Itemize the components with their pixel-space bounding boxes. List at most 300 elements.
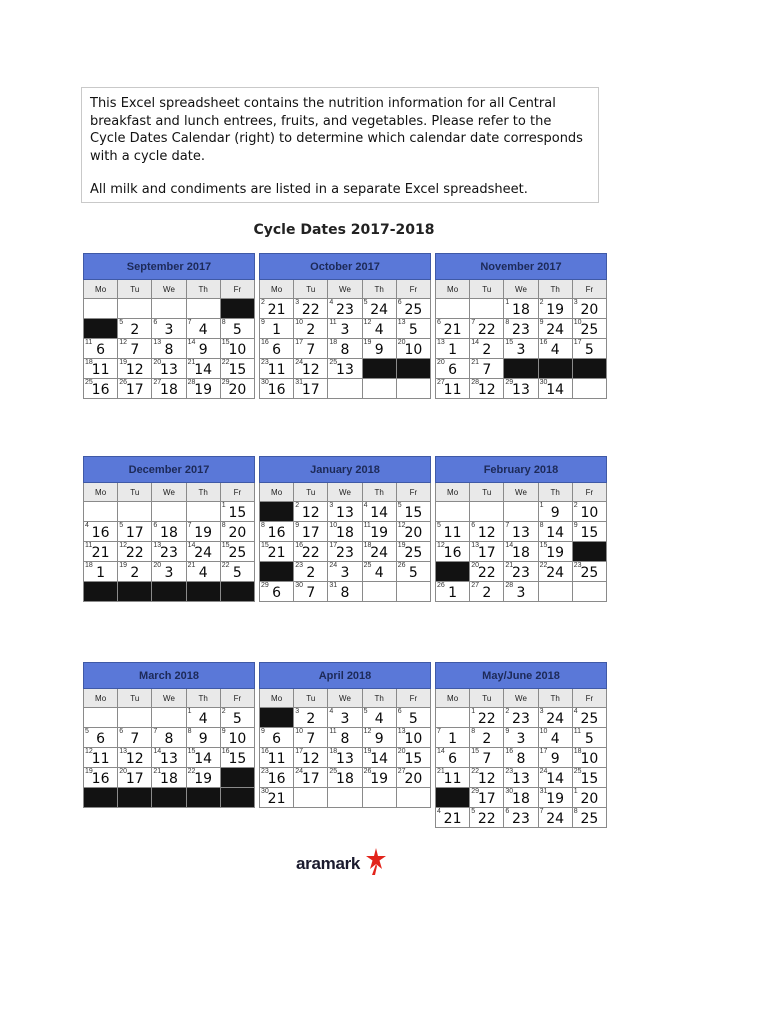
day-cell	[328, 542, 362, 562]
day-cell	[504, 788, 538, 808]
week-row	[84, 339, 255, 359]
day-cell	[396, 502, 430, 522]
weekday-header: Fr	[572, 280, 606, 299]
cycle-day-number: 8	[164, 731, 174, 747]
calendar-date: 7	[153, 728, 158, 735]
empty-day-cell	[470, 299, 504, 319]
empty-day-cell	[362, 582, 396, 602]
week-row	[84, 359, 255, 379]
cycle-day-number: 16	[267, 525, 286, 541]
month-calendar	[83, 253, 255, 399]
calendar-date: 20	[153, 359, 162, 366]
calendar-date: 2	[505, 708, 510, 715]
day-cell	[436, 748, 470, 768]
weekday-header: We	[328, 483, 362, 502]
calendar-date: 11	[573, 728, 582, 735]
cycle-day-number: 17	[477, 791, 496, 807]
no-school-day	[436, 562, 470, 582]
day-cell	[294, 748, 328, 768]
cycle-day-number: 13	[336, 362, 354, 378]
calendar-date: 3	[329, 502, 334, 509]
cycle-day-number: 5	[232, 711, 242, 727]
cycle-day-number: 24	[370, 302, 389, 318]
day-cell	[152, 542, 186, 562]
day-cell	[186, 542, 220, 562]
calendar-date: 9	[295, 522, 300, 529]
day-cell	[260, 542, 294, 562]
day-cell	[220, 319, 254, 339]
calendar-date: 1	[187, 708, 192, 715]
no-school-day	[152, 582, 186, 602]
cycle-day-number: 18	[512, 302, 530, 318]
weekday-header: Mo	[84, 689, 118, 708]
day-cell	[470, 748, 504, 768]
cycle-day-number: 23	[336, 302, 354, 318]
calendar-date: 21	[153, 768, 162, 775]
calendar-date: 13	[437, 339, 445, 346]
empty-day-cell	[186, 502, 220, 522]
calendar-date: 27	[397, 768, 406, 775]
cycle-day-number: 14	[194, 751, 213, 767]
no-school-day	[84, 319, 118, 339]
day-cell	[84, 768, 118, 788]
day-cell	[504, 379, 538, 399]
day-cell	[294, 728, 328, 748]
cycle-day-number: 6	[96, 342, 106, 358]
calendar-date: 13	[397, 728, 406, 735]
no-school-day	[84, 582, 118, 602]
day-cell	[396, 562, 430, 582]
calendar-date: 18	[329, 339, 338, 346]
week-row	[260, 379, 431, 399]
calendar-date: 11	[85, 542, 93, 549]
cycle-day-number: 10	[580, 505, 599, 521]
cycle-day-number: 14	[370, 751, 389, 767]
day-cell	[220, 748, 254, 768]
weekday-header: Tu	[470, 483, 504, 502]
day-cell	[396, 299, 430, 319]
cycle-day-number: 7	[130, 731, 140, 747]
calendar-date: 13	[397, 319, 406, 326]
calendar-date: 8	[221, 319, 226, 326]
weekday-header: Mo	[84, 483, 118, 502]
calendar-date: 7	[505, 522, 510, 529]
day-cell	[504, 808, 538, 828]
no-school-day	[118, 582, 152, 602]
weekday-header: We	[152, 483, 186, 502]
calendar-date: 5	[363, 708, 368, 715]
weekday-header: We	[328, 280, 362, 299]
cycle-day-number: 4	[198, 565, 208, 581]
week-row	[260, 788, 431, 808]
calendar-date: 14	[471, 339, 479, 346]
calendar-date: 22	[221, 562, 230, 569]
week-row	[260, 728, 431, 748]
week-row	[84, 708, 255, 728]
calendar-date: 8	[471, 728, 476, 735]
day-cell	[152, 379, 186, 399]
empty-day-cell	[436, 502, 470, 522]
no-school-day	[538, 359, 572, 379]
no-school-day	[504, 359, 538, 379]
calendar-date: 18	[85, 562, 93, 569]
no-school-day	[260, 502, 294, 522]
cycle-day-number: 8	[164, 342, 174, 358]
cycle-day-number: 9	[374, 342, 384, 358]
calendar-date: 15	[261, 542, 269, 549]
cycle-day-number: 2	[306, 322, 316, 338]
cycle-day-number: 17	[301, 382, 320, 398]
week-row	[84, 582, 255, 602]
day-cell	[118, 748, 152, 768]
month-title: November 2017	[436, 254, 607, 280]
weekday-header: Mo	[260, 689, 294, 708]
week-row	[436, 339, 607, 359]
cycle-day-number: 20	[404, 771, 423, 787]
weekday-header: Th	[186, 483, 220, 502]
calendar-date: 2	[539, 299, 544, 306]
calendar-date: 16	[295, 542, 303, 549]
calendar-date: 24	[539, 768, 548, 775]
cycle-day-number: 1	[448, 731, 458, 747]
day-cell	[294, 379, 328, 399]
week-row	[436, 319, 607, 339]
calendar-date: 12	[85, 748, 93, 755]
cycle-day-number: 17	[477, 545, 496, 561]
calendar-date: 24	[329, 562, 338, 569]
cycle-day-number: 7	[482, 751, 492, 767]
calendar-date: 11	[363, 522, 371, 529]
weekday-header: Tu	[118, 483, 152, 502]
weekday-header: Fr	[220, 483, 254, 502]
calendar-date: 4	[363, 502, 368, 509]
day-cell	[328, 319, 362, 339]
calendar-date: 18	[573, 748, 582, 755]
weekday-header: Th	[538, 483, 572, 502]
day-cell	[538, 788, 572, 808]
week-row	[260, 522, 431, 542]
calendar-date: 16	[539, 339, 548, 346]
empty-day-cell	[538, 582, 572, 602]
cycle-day-number: 22	[301, 302, 320, 318]
cycle-day-number: 3	[516, 585, 526, 601]
cycle-day-number: 2	[130, 322, 140, 338]
day-cell	[84, 748, 118, 768]
day-cell	[470, 582, 504, 602]
day-cell	[260, 788, 294, 808]
weekday-header: Th	[186, 689, 220, 708]
day-cell	[470, 379, 504, 399]
cycle-day-number: 3	[340, 711, 350, 727]
calendar-date: 1	[539, 502, 544, 509]
cycle-day-number: 14	[546, 771, 565, 787]
day-cell	[260, 748, 294, 768]
day-cell	[436, 319, 470, 339]
day-cell	[504, 582, 538, 602]
calendar-date: 25	[329, 768, 338, 775]
no-school-day	[186, 788, 220, 808]
calendar-date: 17	[573, 339, 582, 346]
month-calendar	[83, 662, 255, 808]
cycle-day-number: 23	[512, 565, 530, 581]
cycle-day-number: 21	[267, 545, 286, 561]
calendar-date: 26	[363, 768, 372, 775]
cycle-day-number: 17	[301, 771, 320, 787]
weekday-header: Mo	[84, 280, 118, 299]
empty-day-cell	[362, 788, 396, 808]
month-calendar	[83, 456, 255, 602]
cycle-day-number: 22	[477, 565, 496, 581]
calendar-date: 4	[85, 522, 89, 529]
no-school-day	[260, 708, 294, 728]
day-cell	[152, 748, 186, 768]
cycle-day-number: 20	[580, 302, 599, 318]
no-school-day	[220, 299, 254, 319]
cycle-day-number: 16	[91, 771, 110, 787]
day-cell	[84, 522, 118, 542]
calendar-date: 9	[261, 319, 265, 326]
calendar-date: 29	[221, 379, 230, 386]
calendar-date: 2	[261, 299, 265, 306]
intro-paragraph-1: This Excel spreadsheet contains the nutrition information for all Central breakfast and lunch entrees, fruits, and vegetables. Please refer to the Cycle Dates Calendar (right) to determine which calendar date corresponds with a cycle date.	[90, 96, 583, 164]
calendar-date: 3	[573, 299, 578, 306]
day-cell	[538, 502, 572, 522]
cycle-day-number: 4	[550, 342, 560, 358]
cycle-day-number: 3	[340, 565, 350, 581]
calendar-date: 7	[437, 728, 441, 735]
month-calendar	[435, 253, 607, 399]
empty-day-cell	[186, 299, 220, 319]
cycle-day-number: 21	[443, 322, 462, 338]
cycle-day-number: 10	[228, 731, 247, 747]
cycle-day-number: 1	[448, 585, 458, 601]
weekday-header: Th	[362, 280, 396, 299]
weekday-header: Tu	[118, 689, 152, 708]
day-cell	[572, 768, 606, 788]
calendar-date: 20	[471, 562, 479, 569]
day-cell	[436, 768, 470, 788]
day-cell	[572, 788, 606, 808]
calendar-date: 3	[295, 299, 300, 306]
calendar-date: 27	[437, 379, 445, 386]
calendar-date: 6	[397, 708, 402, 715]
week-row	[436, 788, 607, 808]
calendar-date: 5	[85, 728, 89, 735]
cycle-day-number: 20	[228, 525, 247, 541]
day-cell	[470, 359, 504, 379]
day-cell	[436, 728, 470, 748]
calendar-date: 15	[187, 748, 196, 755]
day-cell	[470, 319, 504, 339]
no-school-day	[118, 788, 152, 808]
cycle-day-number: 24	[194, 545, 213, 561]
day-cell	[538, 299, 572, 319]
calendar-date: 31	[295, 379, 303, 386]
day-cell	[260, 582, 294, 602]
cycle-day-number: 16	[267, 771, 286, 787]
calendar-date: 15	[471, 748, 479, 755]
day-cell	[328, 299, 362, 319]
cycle-day-number: 18	[160, 382, 178, 398]
calendar-date: 19	[363, 748, 372, 755]
calendar-date: 25	[85, 379, 93, 386]
day-cell	[152, 728, 186, 748]
empty-day-cell	[396, 582, 430, 602]
day-cell	[84, 359, 118, 379]
calendar-date: 17	[295, 748, 303, 755]
week-row	[260, 768, 431, 788]
cycle-day-number: 7	[306, 585, 316, 601]
day-cell	[260, 728, 294, 748]
empty-day-cell	[362, 379, 396, 399]
cycle-day-number: 20	[228, 382, 247, 398]
cycle-day-number: 13	[160, 362, 178, 378]
weekday-header: Mo	[260, 280, 294, 299]
cycle-day-number: 2	[482, 731, 492, 747]
month-title: October 2017	[260, 254, 431, 280]
cycle-day-number: 9	[374, 731, 384, 747]
day-cell	[436, 522, 470, 542]
calendar-date: 9	[539, 319, 544, 326]
calendar-date: 30	[261, 379, 269, 386]
day-cell	[572, 562, 606, 582]
weekday-header: Fr	[396, 689, 430, 708]
calendar-date: 18	[363, 542, 372, 549]
calendar-date: 23	[295, 562, 303, 569]
calendar-date: 23	[505, 768, 514, 775]
day-cell	[328, 522, 362, 542]
weekday-header: Fr	[572, 483, 606, 502]
cycle-day-number: 12	[477, 771, 496, 787]
calendar-date: 14	[187, 339, 196, 346]
cycle-day-number: 24	[546, 811, 565, 827]
empty-day-cell	[504, 502, 538, 522]
aramark-logo	[296, 849, 396, 877]
weekday-header: Tu	[294, 689, 328, 708]
cycle-day-number: 18	[336, 771, 354, 787]
cycle-day-number: 11	[443, 382, 462, 398]
day-cell	[220, 542, 254, 562]
day-cell	[362, 319, 396, 339]
day-cell	[436, 339, 470, 359]
day-cell	[538, 768, 572, 788]
calendar-date: 5	[471, 808, 476, 815]
cycle-day-number: 5	[232, 565, 242, 581]
weekday-header: Th	[362, 689, 396, 708]
day-cell	[220, 708, 254, 728]
weekday-header: Mo	[260, 483, 294, 502]
logo-text: aramark	[296, 854, 361, 873]
day-cell	[538, 728, 572, 748]
calendar-date: 9	[261, 728, 265, 735]
week-row	[436, 562, 607, 582]
weekday-header: Th	[186, 280, 220, 299]
calendar-date: 15	[539, 542, 548, 549]
day-cell	[436, 379, 470, 399]
empty-day-cell	[152, 502, 186, 522]
cycle-day-number: 20	[404, 525, 423, 541]
calendar-date: 6	[471, 522, 476, 529]
day-cell	[538, 542, 572, 562]
day-cell	[220, 339, 254, 359]
cycle-day-number: 21	[267, 302, 286, 318]
day-cell	[470, 562, 504, 582]
calendar-date: 27	[471, 582, 479, 589]
calendar-date: 23	[261, 768, 269, 775]
cycle-day-number: 11	[91, 751, 110, 767]
calendar-date: 15	[505, 339, 514, 346]
day-cell	[118, 522, 152, 542]
day-cell	[152, 319, 186, 339]
day-cell	[294, 319, 328, 339]
no-school-day	[362, 359, 396, 379]
day-cell	[470, 728, 504, 748]
empty-day-cell	[396, 788, 430, 808]
week-row	[84, 299, 255, 319]
day-cell	[396, 708, 430, 728]
day-cell	[362, 542, 396, 562]
day-cell	[572, 728, 606, 748]
no-school-day	[436, 788, 470, 808]
day-cell	[294, 542, 328, 562]
weekday-header: Mo	[436, 483, 470, 502]
cycle-day-number: 17	[125, 771, 144, 787]
weekday-header: We	[152, 689, 186, 708]
day-cell	[504, 768, 538, 788]
cycle-day-number: 16	[267, 382, 286, 398]
intro-paragraph-2: All milk and condiments are listed in a separate Excel spreadsheet.	[90, 182, 528, 197]
calendar-date: 20	[397, 339, 406, 346]
week-row	[260, 582, 431, 602]
cycle-day-number: 7	[482, 362, 492, 378]
calendar-date: 11	[85, 339, 93, 346]
cycle-day-number: 18	[160, 771, 178, 787]
empty-day-cell	[328, 788, 362, 808]
calendar-date: 19	[85, 768, 93, 775]
calendar-date: 4	[329, 708, 334, 715]
calendar-date: 16	[261, 339, 269, 346]
calendar-date: 22	[187, 768, 196, 775]
calendar-date: 12	[119, 339, 127, 346]
calendar-date: 6	[153, 522, 158, 529]
weekday-header: Th	[538, 689, 572, 708]
day-cell	[118, 562, 152, 582]
week-row	[436, 542, 607, 562]
cycle-day-number: 6	[272, 342, 282, 358]
calendar-date: 9	[573, 522, 578, 529]
day-cell	[220, 379, 254, 399]
cycle-day-number: 18	[336, 525, 354, 541]
cycle-day-number: 19	[194, 525, 213, 541]
cycle-day-number: 13	[512, 771, 530, 787]
cycle-day-number: 9	[550, 751, 560, 767]
cycle-day-number: 25	[580, 322, 599, 338]
cycle-day-number: 23	[336, 545, 354, 561]
calendar-date: 19	[363, 339, 372, 346]
cycle-day-number: 12	[301, 505, 320, 521]
cycle-day-number: 12	[477, 382, 496, 398]
cycle-day-number: 18	[160, 525, 178, 541]
calendar-date: 29	[505, 379, 514, 386]
cycle-day-number: 6	[96, 731, 106, 747]
weekday-header: Fr	[396, 280, 430, 299]
calendar-date: 10	[295, 728, 303, 735]
weekday-header: Mo	[436, 280, 470, 299]
day-cell	[186, 522, 220, 542]
week-row	[84, 542, 255, 562]
day-cell	[396, 748, 430, 768]
day-cell	[328, 359, 362, 379]
